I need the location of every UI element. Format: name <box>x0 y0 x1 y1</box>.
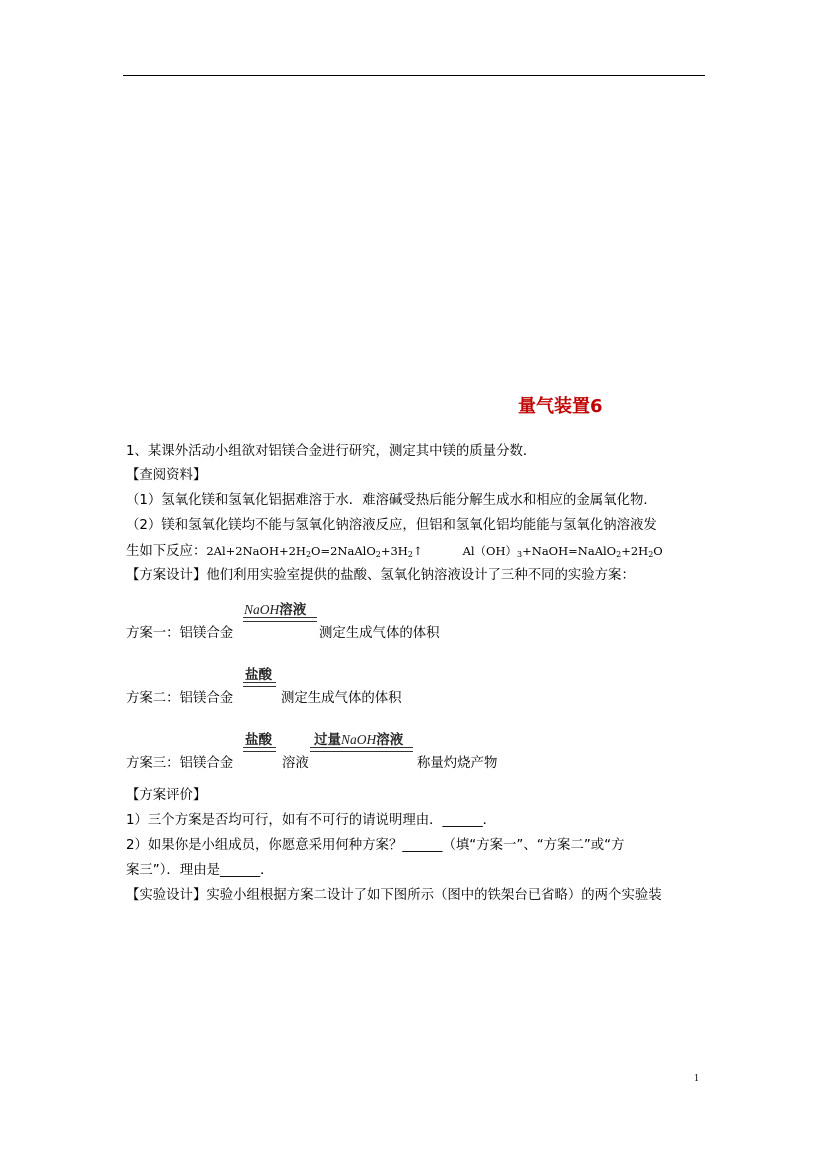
plan3-arrow2 <box>310 747 413 752</box>
info-item-2-cont: 生如下反应： <box>126 544 207 559</box>
section-eval-heading: 【方案评价】 <box>126 788 207 803</box>
plan3-result: 称量灼烧产物 <box>417 756 498 771</box>
plan2-label: 方案二：铝镁合金 <box>126 691 234 706</box>
plan1-result: 测定生成气体的体积 <box>319 626 440 641</box>
plan1-label: 方案一：铝镁合金 <box>126 626 234 641</box>
page-title: 量气装置6 <box>518 396 603 417</box>
question-1: 1）三个方案是否均可行，如有不可行的请说明理由．______． <box>126 813 497 828</box>
plan3-arrow1 <box>243 747 276 752</box>
plan2-arrow <box>243 682 276 687</box>
question-intro: 1、某课外活动小组欲对铝镁合金进行研究，测定其中镁的质量分数． <box>126 444 537 459</box>
page-number: 1 <box>694 1073 699 1084</box>
design-line: 【方案设计】他们利用实验室提供的盐酸、氢氧化钠溶液设计了三种不同的实验方案： <box>126 568 635 583</box>
info-item-1: （1）氢氧化镁和氢氧化铝据难溶于水．难溶碱受热后能分解生成水和相应的金属氧化物． <box>126 493 657 508</box>
experiment-design: 【实验设计】实验小组根据方案二设计了如下图所示（图中的铁架台已省略）的两个实验装 <box>126 888 662 903</box>
plan3-intermediate: 溶液 <box>282 756 309 771</box>
header-rule <box>123 75 705 76</box>
plan1-arrow <box>243 617 317 622</box>
plan2-arrow-label: 盐酸 <box>245 667 272 683</box>
info-item-2: （2）镁和氢氧化镁均不能与氢氧化钠溶液反应，但铝和氢氧化铝均能能与氢氧化钠溶液发 <box>126 518 657 533</box>
plan3-arrow2-label: 过量NaOH溶液 <box>314 732 404 748</box>
section-info-heading: 【查阅资料】 <box>126 468 207 483</box>
plan3-label: 方案三：铝镁合金 <box>126 756 234 771</box>
reaction-equations <box>126 541 663 565</box>
equation-1: $2Al+2NaOH+2H_2O=2NaAlO_2+3H_2↑$ <box>206 544 423 559</box>
plan3-arrow1-label: 盐酸 <box>245 732 272 748</box>
plan2-result: 测定生成气体的体积 <box>281 691 402 706</box>
plan1-arrow-label: NaOH溶液 <box>244 602 307 618</box>
equation-2: $Al(OH)_3+NaOH=NaAlO_2+2H_2O$ <box>462 544 663 559</box>
question-2: 2）如果你是小组成员，你愿意采用何种方案？______（填“方案一”、“方案二”或“方 <box>126 838 625 853</box>
question-2-cont: 案三”）．理由是______． <box>126 863 274 878</box>
